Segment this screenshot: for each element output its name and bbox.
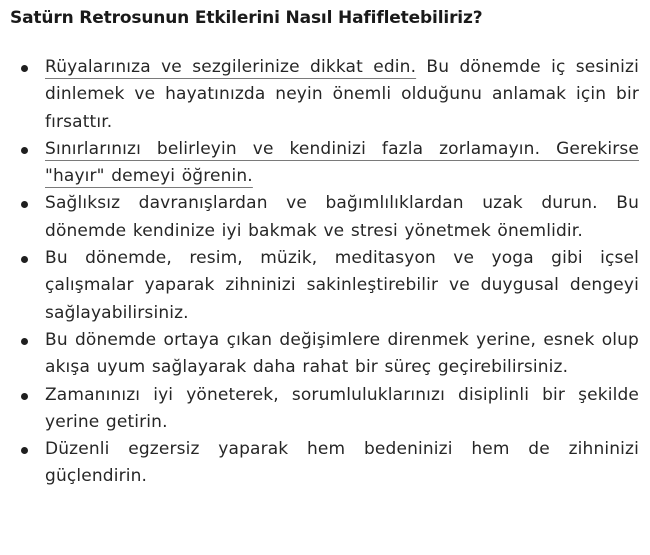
- bullet-icon: [21, 256, 28, 263]
- item-text: Sağlıksız davranışlardan ve bağımlılıklardan uzak durun. Bu dönemde kendinize iyi bakmak ve stresi yönetmek önemlidir.: [45, 193, 639, 241]
- underlined-phrase: Sınırlarınızı belirleyin ve kendinizi fazla zorlamayın. Gerekirse "hayır" demeyi öğrenin.: [45, 138, 639, 187]
- item-text: Bu dönemde ortaya çıkan değişimlere direnmek yerine, esnek olup akışa uyum sağlayarak daha rahat bir süreç geçirebilirsiniz.: [45, 329, 639, 378]
- list-item: [0, 245, 650, 327]
- bullet-icon: [21, 447, 28, 454]
- item-text: Düzenli egzersiz yaparak hem bedeninizi hem de zihninizi güçlendirin.: [45, 439, 639, 487]
- underlined-phrase: Rüyalarınıza ve sezgilerinize dikkat edin.: [45, 57, 417, 77]
- article-heading: Satürn Retrosunun Etkilerini Nasıl Hafifletebiliriz?: [10, 8, 483, 28]
- list-item: [0, 436, 650, 491]
- list-item: [0, 190, 650, 245]
- tips-list: [0, 54, 650, 491]
- list-item: [0, 382, 650, 437]
- bullet-icon: [21, 201, 28, 208]
- list-item: [0, 327, 650, 382]
- item-text: Bu dönemde, resim, müzik, meditasyon ve yoga gibi içsel çalışmalar yaparak zihninizi sakinleştirebilir ve duygusal dengeyi sağlayabilirsiniz.: [45, 248, 639, 323]
- bullet-icon: [21, 393, 28, 400]
- bullet-icon: [21, 147, 28, 154]
- bullet-icon: [21, 65, 28, 72]
- bullet-icon: [21, 338, 28, 345]
- item-text: Zamanınızı iyi yöneterek, sorumluluklarınızı disiplinli bir şekilde yerine getirin.: [45, 384, 639, 432]
- list-item: [0, 54, 650, 136]
- item-text: Bu dönemde iç sesinizi dinlemek ve hayatınızda neyin önemli olduğunu anlamak için bir fırsattır.: [45, 57, 639, 132]
- list-item: [0, 136, 650, 191]
